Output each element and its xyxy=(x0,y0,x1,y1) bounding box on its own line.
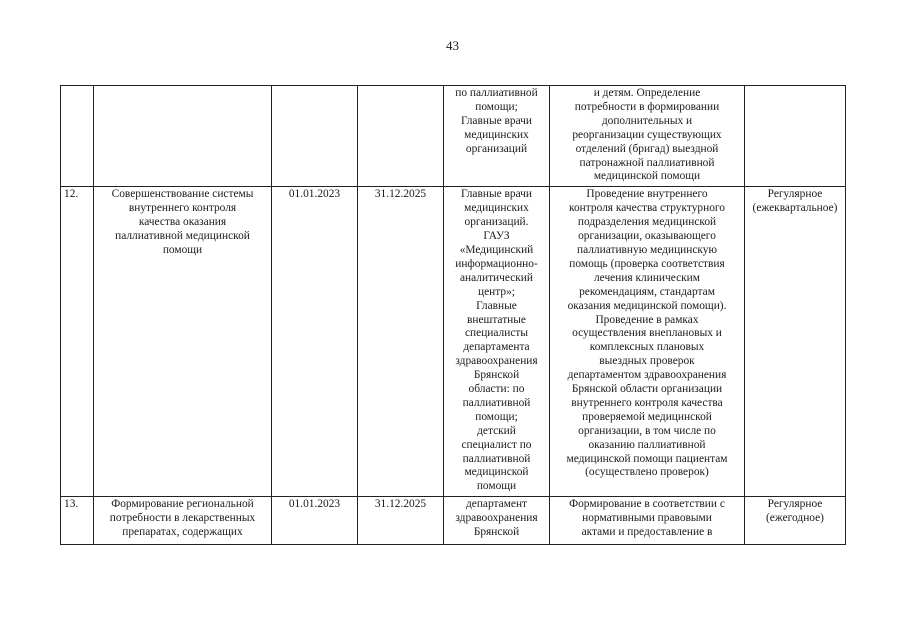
row-number-cell: 13. xyxy=(61,497,94,545)
end-date-cell: 31.12.2025 xyxy=(358,187,444,497)
responsible-cell: по паллиативной помощи; Главные врачи медицинских организаций xyxy=(444,86,550,187)
description-cell: Формирование в соответствии с нормативными правовыми актами и предоставление в xyxy=(550,497,745,545)
table-row xyxy=(61,187,846,497)
measure-name-cell: Совершенствование системы внутреннего контроля качества оказания паллиативной медицинской помощи xyxy=(94,187,272,497)
description-cell: Проведение внутреннего контроля качества структурного подразделения медицинской организации, оказывающего паллиативную медицинскую помощь (проверка соответствия лечения клиническим рекомендациям, стандартам оказания медицинской помощи). Проведение в рамках осуществления внеплановых и комплексных плановых выездных проверок департаментом здравоохранения Брянской области организации внутреннего контроля качества проверяемой медицинской организации, в том числе по оказанию паллиативной медицинской помощи пациентам (осуществлено проверок) xyxy=(550,187,745,497)
table-row xyxy=(61,86,846,187)
table-row xyxy=(61,497,846,545)
periodicity-cell: Регулярное (ежегодное) xyxy=(745,497,846,545)
row-number-cell xyxy=(61,86,94,187)
end-date-cell xyxy=(358,86,444,187)
periodicity-cell: Регулярное (ежеквартальное) xyxy=(745,187,846,497)
measure-name-cell: Формирование региональной потребности в лекарственных препаратах, содержащих xyxy=(94,497,272,545)
action-plan-table xyxy=(60,85,846,545)
start-date-cell: 01.01.2023 xyxy=(272,497,358,545)
responsible-cell: департамент здравоохранения Брянской xyxy=(444,497,550,545)
row-number-cell: 12. xyxy=(61,187,94,497)
description-cell: и детям. Определение потребности в формировании дополнительных и реорганизации существующих отделений (бригад) выездной патронажной паллиативной медицинской помощи xyxy=(550,86,745,187)
start-date-cell xyxy=(272,86,358,187)
start-date-cell: 01.01.2023 xyxy=(272,187,358,497)
responsible-cell: Главные врачи медицинских организаций. ГАУЗ «Медицинский информационно- аналитический центр»; Главные внештатные специалисты департамента здравоохранения Брянской области: по паллиативной помощи; детский специалист по паллиативной медицинской помощи xyxy=(444,187,550,497)
periodicity-cell xyxy=(745,86,846,187)
page-number: 43 xyxy=(446,38,459,53)
measure-name-cell xyxy=(94,86,272,187)
end-date-cell: 31.12.2025 xyxy=(358,497,444,545)
